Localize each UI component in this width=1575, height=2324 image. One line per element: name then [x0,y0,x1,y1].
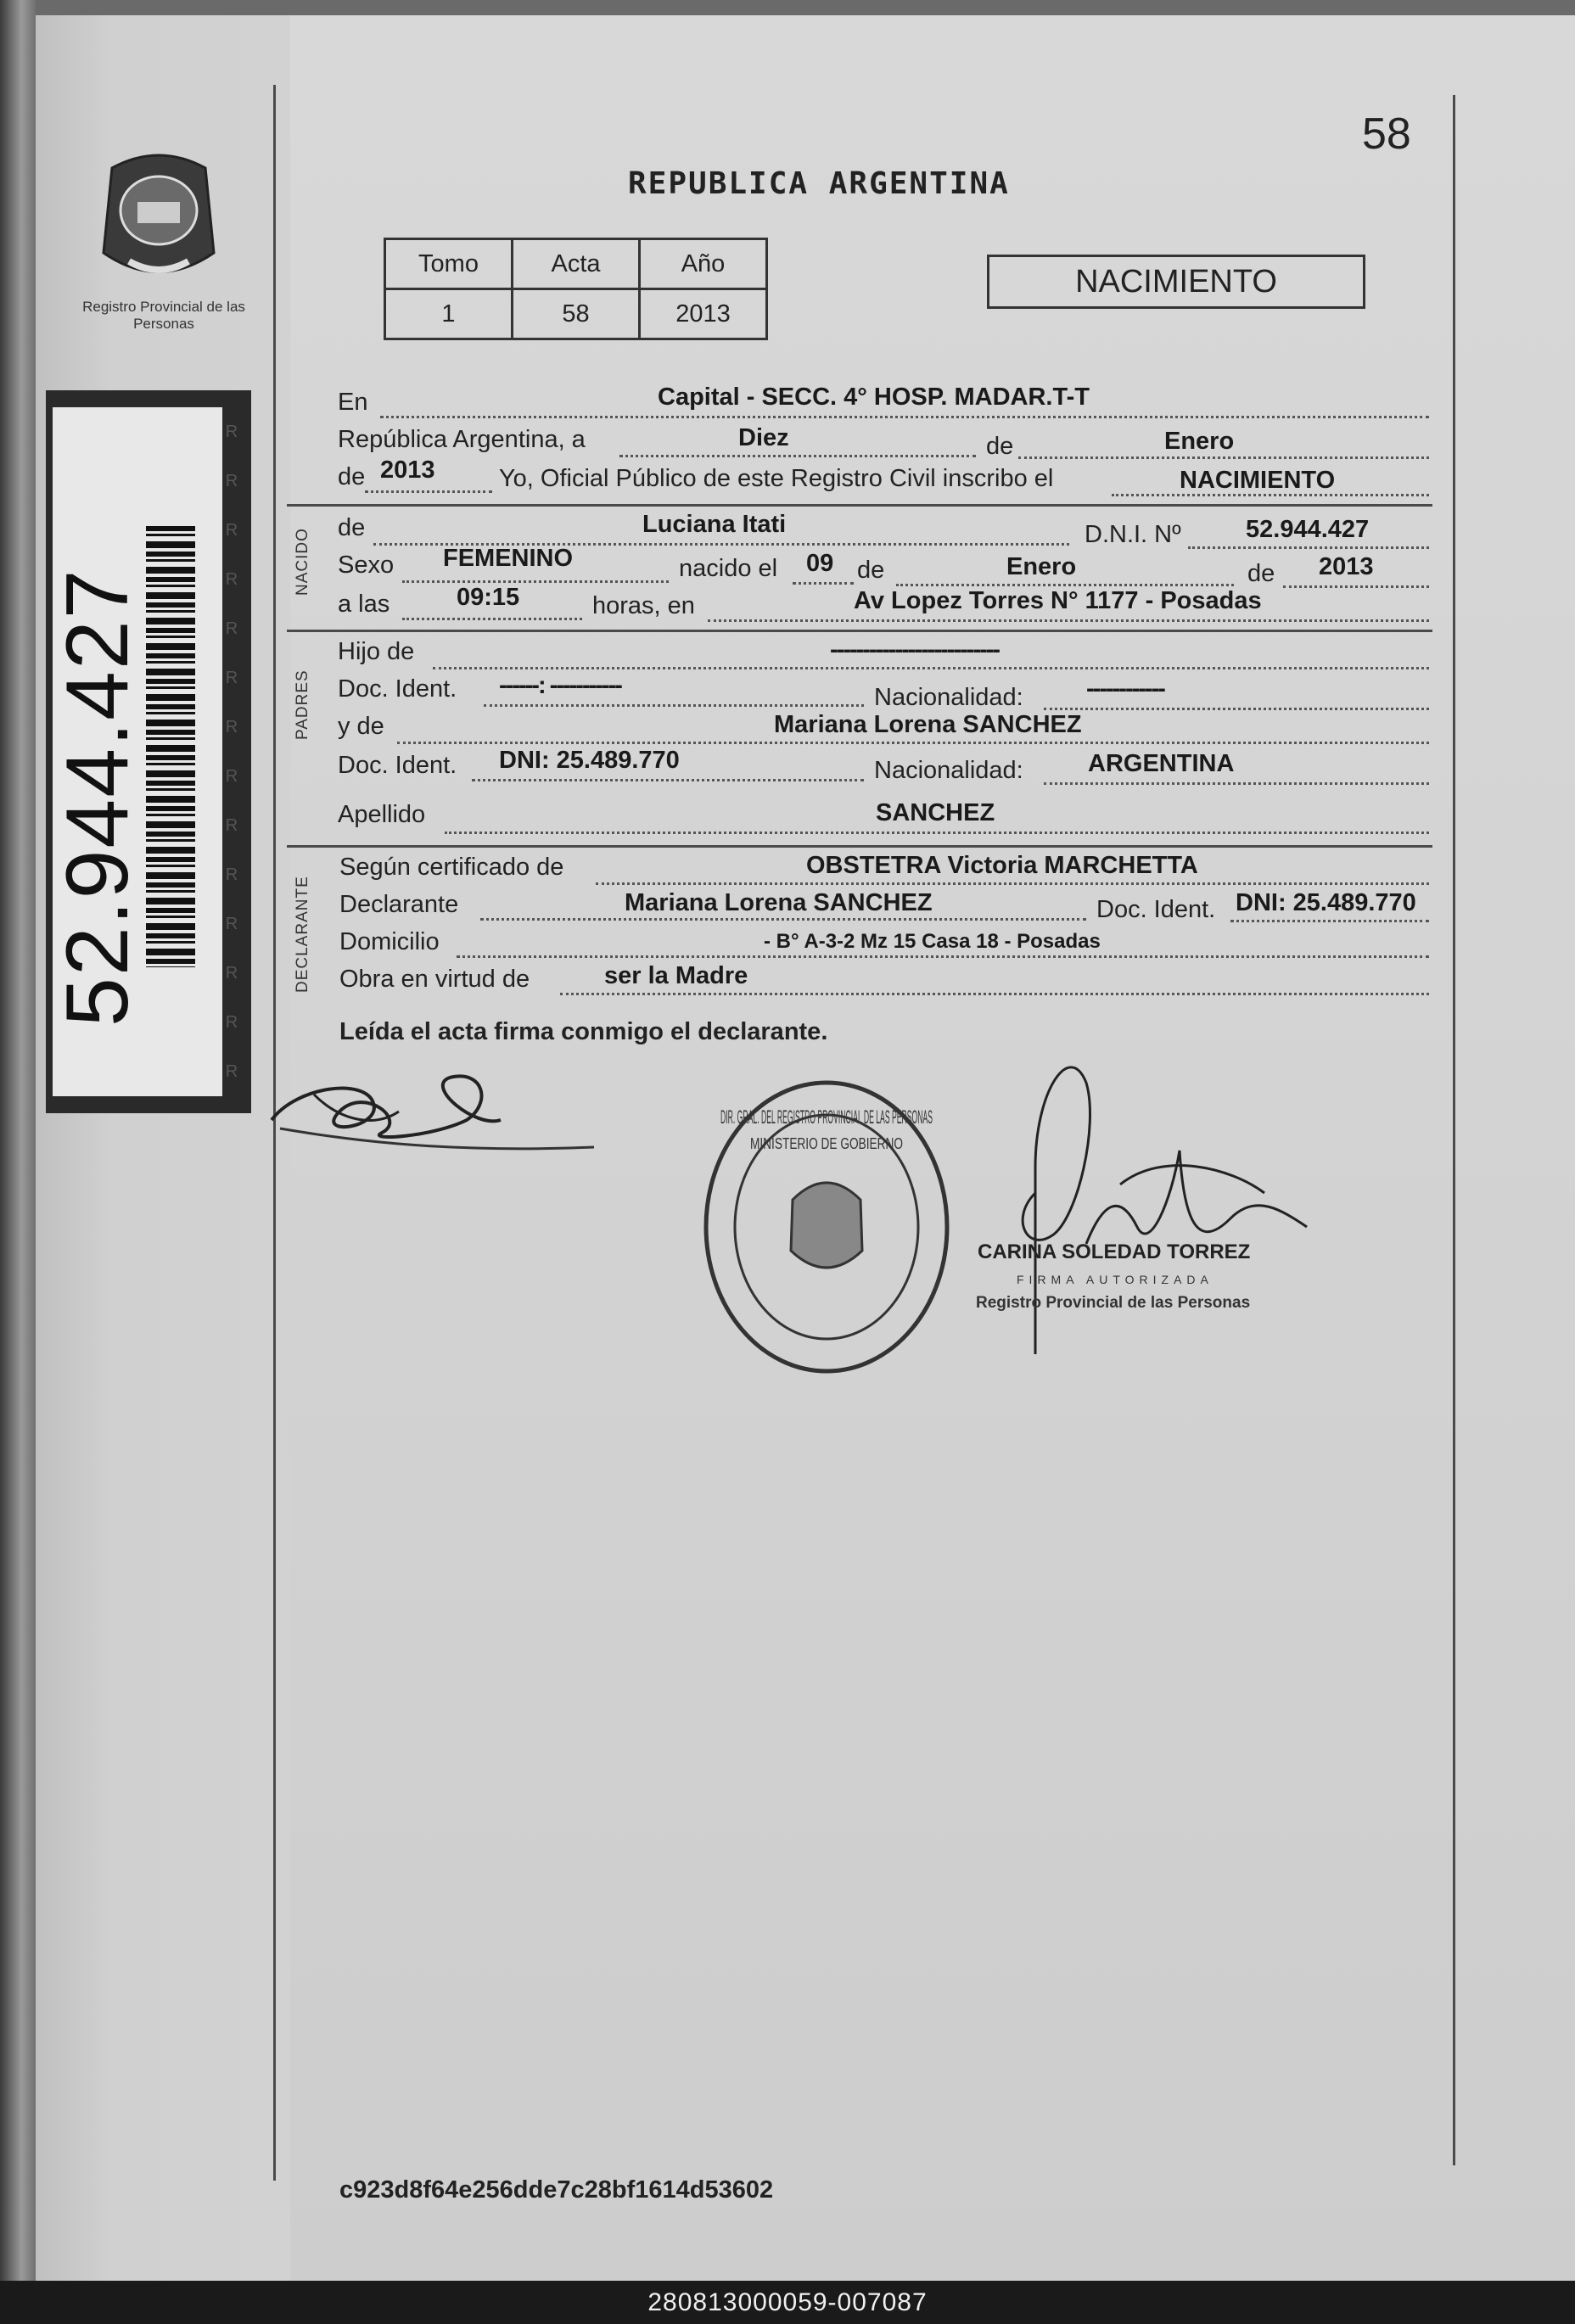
declarant-signature [263,1052,603,1162]
label-obra: Obra en virtud de [339,966,530,993]
dotted-line [480,918,1086,921]
page-number: 58 [1362,109,1411,159]
value-nombre: Luciana Itati [642,511,787,538]
label-nacionalidad-2: Nacionalidad: [874,757,1023,784]
label-de-start: de [338,463,366,490]
value-inscripcion: NACIMIENTO [1180,467,1336,494]
value-nac-mes: Enero [1006,553,1077,580]
right-margin-rule [1453,95,1455,2165]
page-margin [36,15,290,2281]
dotted-line [1018,456,1429,459]
value-nac-anio: 2013 [1319,553,1374,580]
id-label-r-markers: R R R R R R R R R R R R R R [225,423,238,1081]
value-madre: Mariana Lorena SANCHEZ [774,711,1082,738]
official-signature [976,1049,1332,1363]
label-de-nombre: de [338,514,366,541]
section-separator [287,630,1432,632]
section-separator [287,504,1432,507]
anio-value: 2013 [640,289,767,339]
dotted-line [619,455,976,457]
label-de-mid: de [986,433,1014,460]
value-madre-doc: DNI: 25.489.770 [499,747,680,774]
acta-header: Acta [513,239,640,289]
dotted-line [896,584,1234,586]
label-republica: República Argentina, a [338,426,586,453]
value-sexo: FEMENINO [443,545,574,572]
dotted-line [560,993,1429,995]
signatory-registry: Registro Provincial de las Personas [976,1294,1251,1312]
dotted-line [380,416,1429,418]
official-stamp [699,1039,988,1412]
value-apellido: SANCHEZ [876,799,995,826]
dotted-line [708,619,1429,622]
dotted-line [402,580,669,583]
label-apellido: Apellido [338,801,426,828]
value-padre: -------------------------- [830,636,1000,664]
logo-caption: Registro Provincial de las Personas [82,299,245,332]
tomo-value: 1 [385,289,513,339]
document-hash: c923d8f64e256dde7c28bf1614d53602 [339,2176,774,2204]
section-separator [287,845,1432,848]
value-dia: Diez [738,424,789,451]
label-doc-ident-2: Doc. Ident. [338,752,457,779]
label-de-mes: de [857,557,885,584]
tomo-header: Tomo [385,239,513,289]
section-label-padres: PADRES [294,669,311,740]
act-type-box: NACIMIENTO [987,255,1365,309]
label-y-de: y de [338,713,384,740]
dotted-line [1044,708,1429,710]
footer-code: 280813000059-007087 [0,2281,1575,2324]
value-obra: ser la Madre [604,962,748,989]
label-yo-oficial: Yo, Oficial Público de este Registro Civil inscribo el [499,465,1054,492]
dotted-line [365,490,492,493]
registry-table [384,238,768,340]
value-declarante-doc: DNI: 25.489.770 [1236,889,1416,916]
label-nacido-el: nacido el [679,555,778,582]
registry-seal-logo [95,143,222,295]
dotted-line [484,704,864,707]
value-nac-dia: 09 [806,550,834,577]
label-sexo: Sexo [338,552,395,579]
value-domicilio-nac: Av Lopez Torres N° 1177 - Posadas [854,587,1262,614]
facing-page-edge [0,0,36,2281]
barcode [146,526,195,967]
dotted-line [402,618,582,620]
label-doc-ident-1: Doc. Ident. [338,675,457,703]
label-domicilio: Domicilio [339,928,440,955]
dotted-line [793,582,854,585]
label-doc-ident-3: Doc. Ident. [1096,896,1216,923]
value-anio: 2013 [380,456,435,484]
value-dni: 52.944.427 [1246,516,1370,543]
acta-value: 58 [513,289,640,339]
label-hijo-de: Hijo de [338,638,415,665]
dotted-line [433,667,1429,669]
closing-statement: Leída el acta firma conmigo el declarante. [339,1018,828,1045]
section-label-nacido: NACIDO [294,528,311,596]
stamp-inner-text: MINISTERIO DE GOBIERNO [750,1135,903,1152]
dotted-line [596,882,1429,885]
dotted-line [457,955,1429,958]
stamp-outer-text: DIR. GRAL. DEL REGISTRO PROVINCIAL DE LAS PERSONAS [720,1106,933,1128]
anio-header: Año [640,239,767,289]
label-dni: D.N.I. Nº [1085,521,1181,548]
value-madre-nac: ARGENTINA [1088,750,1235,777]
dotted-line [1044,782,1429,785]
dotted-line [1188,546,1429,549]
label-horas-en: horas, en [592,592,695,619]
id-number-vertical: 52.944.427 [48,568,147,1027]
document-title: REPUBLICA ARGENTINA [628,166,1010,201]
value-padre-nac: ------------ [1086,675,1164,703]
value-domicilio: - B° A-3-2 Mz 15 Casa 18 - Posadas [764,930,1101,953]
dotted-line [445,832,1429,834]
signatory-role: FIRMA AUTORIZADA [1017,1273,1213,1286]
label-declarante: Declarante [339,891,459,918]
label-a-las: a las [338,591,390,618]
value-hora: 09:15 [457,584,520,611]
label-segun: Según certificado de [339,854,564,881]
signatory-name: CARINA SOLEDAD TORREZ [978,1240,1251,1263]
label-en: En [338,389,368,416]
value-padre-doc: ------: ----------- [499,672,621,699]
value-declarante: Mariana Lorena SANCHEZ [625,889,933,916]
dotted-line [472,779,864,781]
value-mes: Enero [1164,428,1235,455]
value-lugar: Capital - SECC. 4° HOSP. MADAR.T-T [658,384,1090,411]
dotted-line [1283,585,1429,588]
label-de-anio: de [1247,560,1275,587]
dotted-line [1230,920,1429,922]
dotted-line [397,742,1429,744]
section-label-declarante: DECLARANTE [294,876,311,993]
value-certificado: OBSTETRA Victoria MARCHETTA [806,852,1198,879]
label-nacionalidad-1: Nacionalidad: [874,684,1023,711]
